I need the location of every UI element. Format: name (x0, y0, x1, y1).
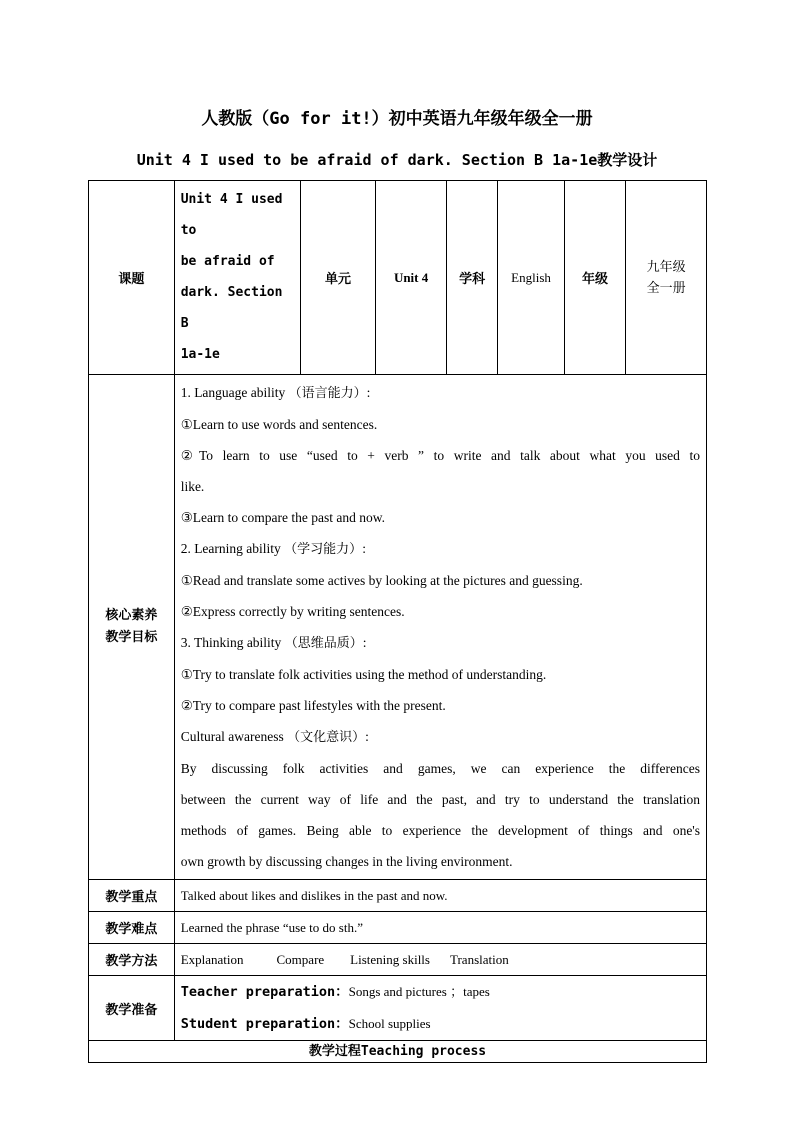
thinking-ability-heading: 3. Thinking ability （思维品质）: (180, 635, 367, 651)
key-points-row (89, 880, 707, 912)
goals-content (174, 375, 706, 880)
goal-item: ③Learn to compare the past and now. (180, 510, 385, 525)
goal-item: ②Try to compare past lifestyles with the present. (180, 698, 446, 713)
topic-line: 1a-1e (180, 347, 220, 362)
topic-line: dark. Section B (180, 285, 283, 331)
goals-row (89, 375, 707, 880)
grade-value (626, 181, 707, 375)
topic-line: Unit 4 I used to (180, 192, 283, 238)
goals-label (89, 375, 175, 880)
grade-label: 年级 (564, 181, 625, 375)
preparation-value (174, 976, 706, 1041)
methods-row (89, 944, 707, 976)
culture-paragraph-line: between the current way of life and the past, and try to understand the translation (180, 792, 700, 807)
subject-value: English (498, 181, 565, 375)
key-points-label: 教学重点 (89, 880, 175, 912)
topic-label: 课题 (89, 181, 175, 375)
preparation-label: 教学准备 (89, 976, 175, 1041)
difficulties-label: 教学难点 (89, 912, 175, 944)
process-row (89, 1041, 707, 1063)
cultural-awareness-heading: Cultural awareness （文化意识）: (180, 729, 369, 745)
preparation-row (89, 976, 707, 1041)
difficulties-row (89, 912, 707, 944)
subject-label: 学科 (446, 181, 497, 375)
method-item: Compare (276, 951, 325, 967)
language-ability-heading: 1. Language ability （语言能力）: (180, 385, 371, 401)
lesson-plan-table (88, 180, 707, 1063)
culture-paragraph-line: methods of games. Being able to experience the development of things and one's (180, 823, 700, 838)
goals-label-line: 教学目标 (105, 630, 158, 645)
goal-item: like. (180, 479, 205, 494)
goals-label-line: 核心素养 (105, 608, 158, 623)
learning-ability-heading: 2. Learning ability （学习能力）: (180, 541, 366, 557)
methods-value (174, 944, 706, 976)
grade-line: 九年级 (646, 259, 686, 275)
topic-line: be afraid of (180, 254, 275, 269)
document-subtitle: Unit 4 I used to be afraid of dark. Section B 1a-1e教学设计 (136, 151, 658, 169)
goal-item: ①Try to translate folk activities using the method of understanding. (180, 667, 547, 682)
difficulties-value: Learned the phrase “use to do sth.” (174, 912, 706, 944)
method-item: Translation (449, 951, 509, 967)
unit-value: Unit 4 (376, 181, 447, 375)
goal-item: ①Read and translate some actives by looking at the pictures and guessing. (180, 573, 583, 588)
goal-item: ①Learn to use words and sentences. (180, 417, 378, 432)
header-row (89, 181, 707, 375)
goal-item: ②Express correctly by writing sentences. (180, 604, 405, 619)
method-item: Explanation (180, 951, 244, 967)
goal-item: ②To learn to use “used to + verb ” to write and talk about what you used to (180, 448, 700, 463)
key-points-value: Talked about likes and dislikes in the past and now. (174, 880, 706, 912)
teacher-preparation: Teacher preparation：Songs and pictures ；tapes (180, 984, 490, 1000)
document-title: 人教版（Go for it!）初中英语九年级年级全一册 (201, 109, 593, 129)
teaching-process-header: 教学过程Teaching process (89, 1041, 707, 1063)
topic-value (174, 181, 300, 375)
culture-paragraph-line: own growth by discussing changes in the living environment. (180, 854, 513, 869)
method-item: Listening skills (350, 951, 430, 967)
unit-label: 单元 (300, 181, 376, 375)
student-preparation: Student preparation：School supplies (180, 1016, 431, 1032)
grade-line: 全一册 (646, 280, 686, 296)
culture-paragraph-line: By discussing folk activities and games, we can experience the differences (180, 761, 700, 776)
methods-label: 教学方法 (89, 944, 175, 976)
